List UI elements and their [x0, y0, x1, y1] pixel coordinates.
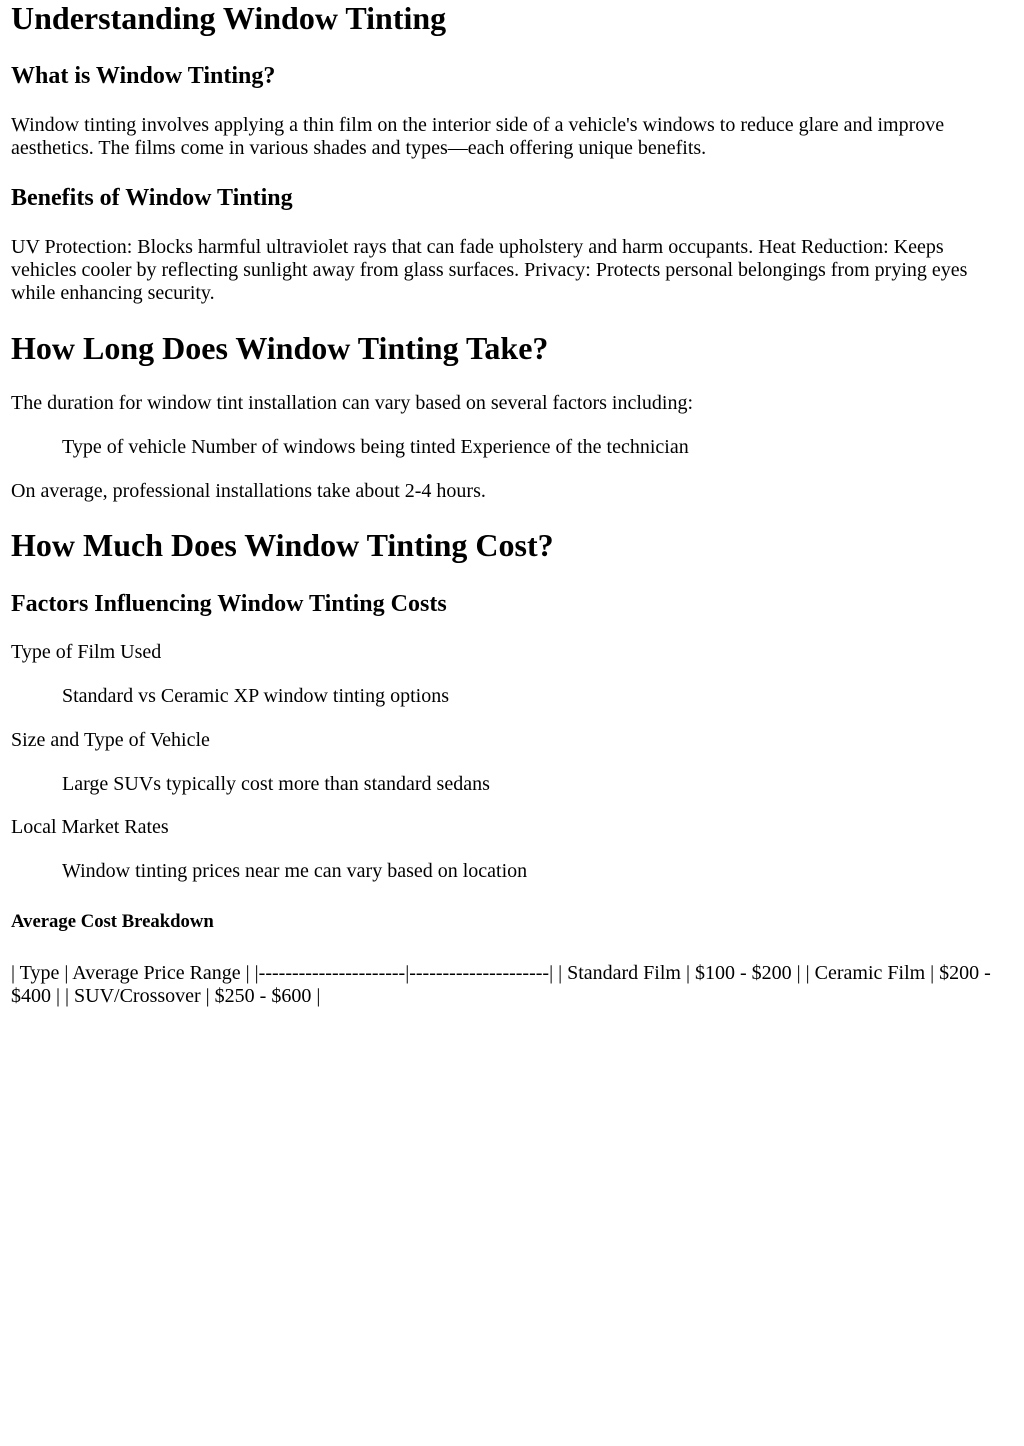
cost-factor-detail: Window tinting prices near me can vary based on location — [62, 860, 528, 882]
cost-factors-heading: Factors Influencing Window Tinting Costs — [11, 591, 447, 617]
what-is-heading: What is Window Tinting? — [11, 63, 276, 89]
duration-factors: Type of vehicle Number of windows being tinted Experience of the technician — [62, 436, 689, 458]
cost-factor-term: Type of Film Used — [11, 641, 162, 663]
duration-intro: The duration for window tint installation can vary based on several factors including: — [11, 392, 694, 414]
cost-breakdown-heading: Average Cost Breakdown — [11, 911, 214, 932]
duration-average: On average, professional installations take about 2-4 hours. — [11, 480, 486, 502]
cost-factor-term: Size and Type of Vehicle — [11, 729, 210, 751]
cost-factor-detail: Large SUVs typically cost more than standard sedans — [62, 773, 490, 795]
duration-heading: How Long Does Window Tinting Take? — [11, 330, 549, 366]
cost-factor-detail: Standard vs Ceramic XP window tinting options — [62, 685, 450, 707]
cost-heading: How Much Does Window Tinting Cost? — [11, 527, 554, 563]
benefits-paragraph: UV Protection: Blocks harmful ultraviolet rays that can fade upholstery and harm occupants. Heat Reduction: Keeps vehicles cooler by reflecting sunlight away from glass surfaces. Privacy: Protects personal belongings from prying eyes while enhancing security. — [11, 236, 968, 304]
cost-factor-term: Local Market Rates — [11, 816, 169, 838]
what-is-paragraph: Window tinting involves applying a thin film on the interior side of a vehicle's windows to reduce glare and improve aesthetics. The films come in various shades and types—each offering unique benefits. — [11, 114, 945, 159]
cost-breakdown-table-text: | Type | Average Price Range | |----------------------|---------------------| | Standard Film | $100 - $200 | | Ceramic Film | $200 - $400 | | SUV/Crossover | $250 - $600 | — [11, 962, 991, 1007]
article-title: Understanding Window Tinting — [11, 0, 447, 36]
benefits-heading: Benefits of Window Tinting — [11, 185, 293, 211]
